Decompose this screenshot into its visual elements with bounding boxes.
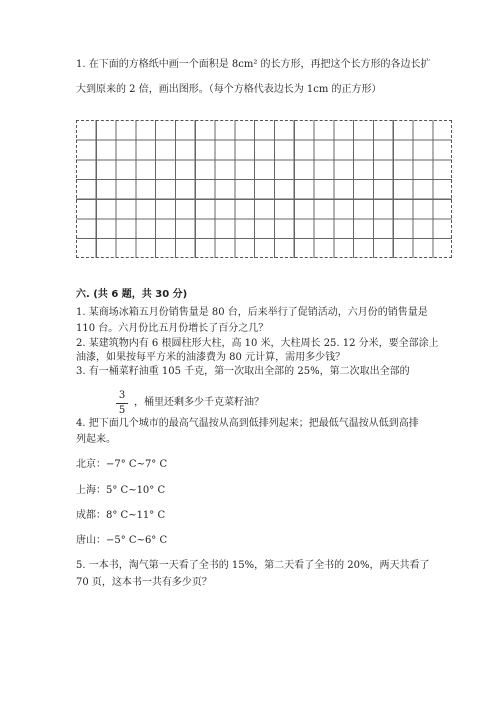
problem-1-line2: 110 台。六月份比五月份增长了百分之几？: [76, 323, 269, 334]
problem-5-line2: 70 页，这本书一共有多少页？: [76, 577, 212, 588]
question-1-line2: 大到原来的 2 倍，画出图形。（每个方格代表边长为 1cm 的正方形）: [76, 84, 382, 95]
problem-3-line1: 3. 有一桶菜籽油重 105 千克，第一次取出全部的 25%，第二次取出全部的: [76, 366, 410, 377]
problem-2-line1: 2. 某建筑物内有 6 根圆柱形大柱，高 10 米，大柱周长 25. 12 分米，要全部涂上: [76, 338, 439, 349]
problem-2-line2: 油漆，如果按每平方米的油漆费为 80 元计算，需用多少钱？: [76, 352, 346, 363]
city-shanghai: 上海：5° C~10° C: [76, 485, 166, 496]
question-1-line1: 1. 在下面的方格纸中画一个面积是 8cm² 的长方形，再把这个长方形的各边长扩: [76, 59, 431, 70]
fraction-numerator: 3: [118, 390, 126, 401]
problem-4-line2: 列起来。: [76, 434, 116, 445]
city-tangshan: 唐山：−5° C~6° C: [76, 535, 168, 546]
problem-5-line1: 5. 一本书，淘气第一天看了全书的 15%，第二天看了全书的 20%，两天共看了: [76, 560, 430, 571]
fraction-bar: [116, 403, 128, 404]
fraction-three-fifths: [116, 390, 128, 417]
problem-3-tail: ，桶里还剩多少千克菜籽油？: [134, 397, 264, 408]
section-heading: 六. (共 6 题，共 30 分): [76, 289, 188, 300]
problem-4-line1: 4. 把下面几个城市的最高气温按从高到低排列起来；把最低气温按从低到高排: [76, 418, 419, 429]
grid-paper[interactable]: [76, 120, 452, 258]
problem-1-line1: 1. 某商场冰箱五月份销售量是 80 台，后来举行了促销活动，六月份的销售量是: [76, 307, 428, 318]
city-beijing: 北京：−7° C~7° C: [76, 459, 168, 470]
fraction-denominator: 5: [118, 405, 126, 416]
city-chengdu: 成都：8° C~11° C: [76, 510, 166, 521]
